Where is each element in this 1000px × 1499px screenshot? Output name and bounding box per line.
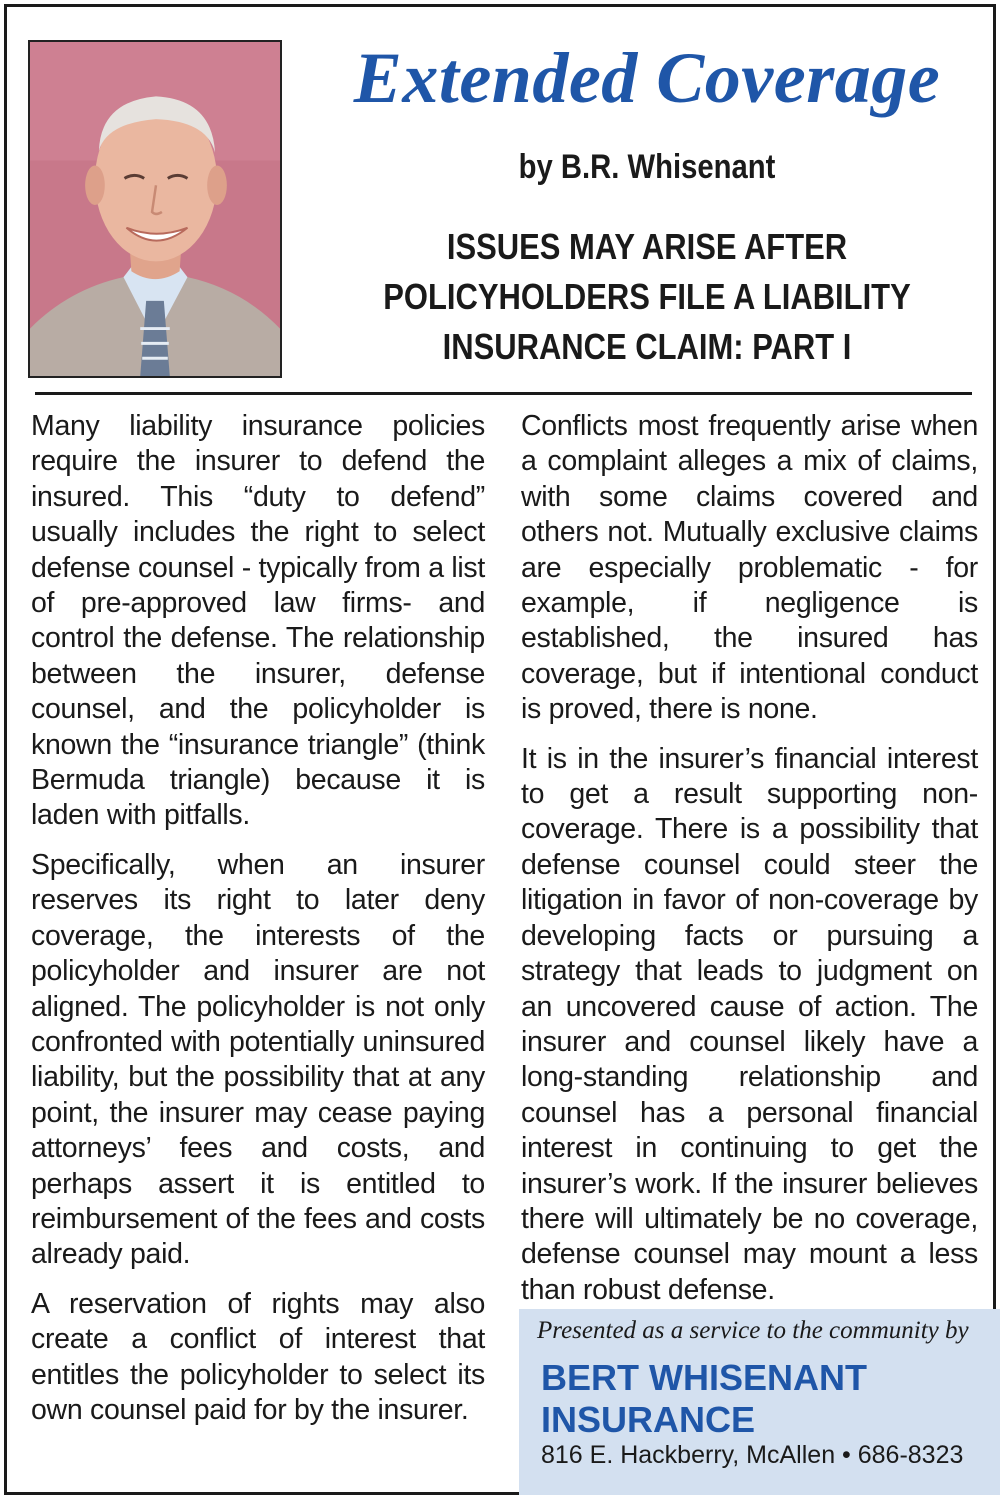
divider (35, 392, 972, 395)
headline-line: POLICYHOLDERS FILE A LIABILITY (383, 276, 911, 317)
sponsor-address: 816 E. Hackberry, McAllen • 686-8323 (541, 1441, 964, 1469)
paragraph: A reservation of rights may also create a conflict of interest that entitles the policyholder to select its own counsel paid for by the insurer. (31, 1287, 485, 1426)
paragraph: It is in the insurer’s financial interest to get a result supporting non-coverage. There is a possibility that defense counsel could steer the litigation in favor of non-coverage by developing facts or pursuing a strategy that leads to judgment on an uncovered cause of action. The insurer and counsel likely have a long-standing relationship and counsel has a personal financial interest in continuing to get the insurer’s work. If the insurer believes there will ultimately be no coverage, defense counsel may mount a less than robust defense. (521, 742, 978, 1306)
author-byline: by B.R. Whisenant (518, 148, 776, 186)
sponsor-lead: Presented as a service to the community by (537, 1317, 969, 1344)
sponsor-name (541, 1357, 867, 1441)
column-title: Extended Coverage (353, 38, 941, 118)
sponsor-name-line: INSURANCE (541, 1399, 756, 1440)
headline-line: INSURANCE CLAIM: PART I (442, 326, 852, 367)
sponsor-box (519, 1309, 1000, 1495)
article-column-right (521, 409, 978, 1322)
author-portrait-icon (30, 42, 280, 376)
paragraph: Specifically, when an insurer reserves its right to later deny coverage, the interests of the policyholder and insurer are not aligned. The policyholder is not only confronted with potentially uninsured liability, but the possibility that at any point, the insurer may cease paying attorneys’ fees and costs, and perhaps assert it is entitled to reimbursement of the fees and costs already paid. (31, 848, 485, 1271)
author-photo (28, 40, 282, 378)
article-column-left (31, 409, 485, 1442)
paragraph: Conflicts most frequently arise when a complaint alleges a mix of claims, with some claims covered and others not. Mutually exclusive claims are especially problematic - for example, if negligence is established, the insured has coverage, but if intentional conduct is proved, there is none. (521, 410, 978, 726)
sponsor-name-line: BERT WHISENANT (541, 1357, 867, 1398)
article-page (4, 4, 996, 1495)
paragraph: Many liability insurance policies require the insurer to defend the insured. This “duty to defend” usually includes the right to select defense counsel - typically from a list of pre-approved law firms- and control the defense. The relationship between the insurer, defense counsel, and the policyholder is known the “insurance triangle” (think Bermuda triangle) because it is laden with pitfalls. (31, 410, 485, 832)
headline-line: ISSUES MAY ARISE AFTER (446, 226, 848, 267)
article-headline (346, 222, 948, 372)
